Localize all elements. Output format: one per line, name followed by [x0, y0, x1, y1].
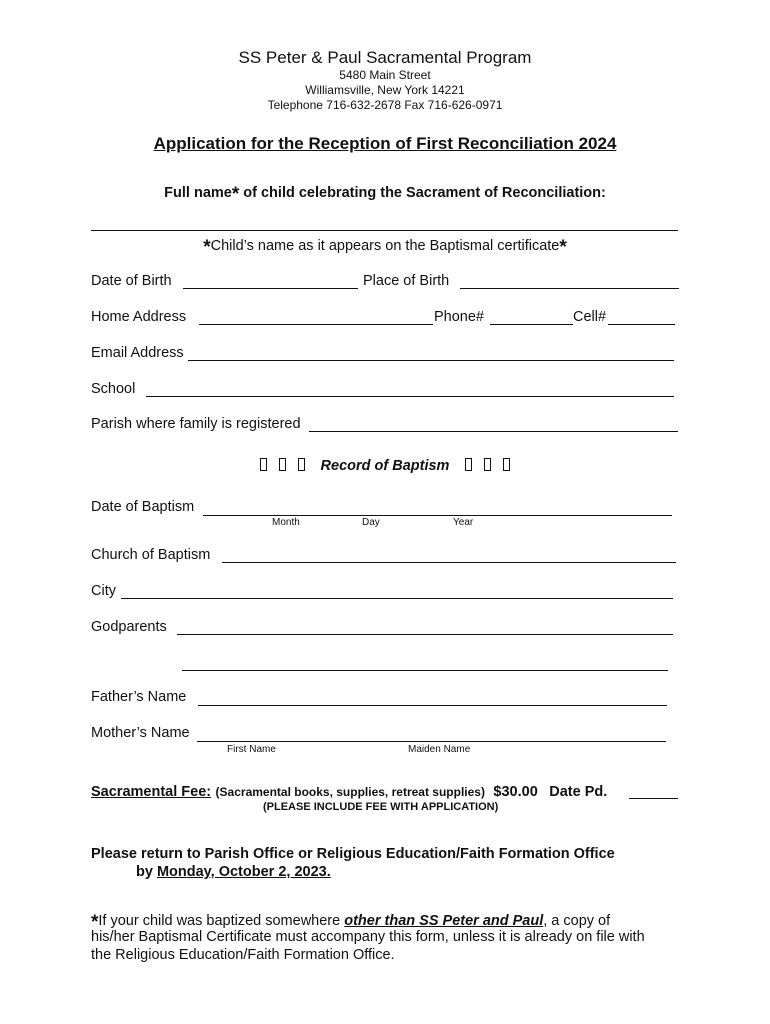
asterisk-icon: * [231, 184, 240, 205]
city-label: City [91, 583, 116, 599]
footnote-line3: the Religious Education/Faith Formation Office. [91, 947, 395, 963]
baptism-date-field[interactable] [203, 515, 672, 516]
org-address-line2: Williamsville, New York 14221 [305, 83, 465, 97]
phone-label: Phone# [434, 309, 484, 325]
missing-glyph-icon [465, 458, 472, 471]
mother-label: Mother’s Name [91, 725, 190, 741]
fee-row [91, 783, 607, 801]
father-label: Father’s Name [91, 689, 187, 705]
cell-label: Cell# [573, 309, 607, 325]
form-title: Application for the Reception of First Reconciliation 2024 [153, 134, 617, 153]
missing-glyph-icon [503, 458, 510, 471]
return-instructions: Please return to Parish Office or Religious Education/Faith Formation Office [91, 846, 615, 862]
home-address-label: Home Address [91, 309, 187, 325]
footnote-line2: his/her Baptismal Certificate must accompany this form, unless it is already on file with [91, 929, 645, 945]
city-field[interactable] [121, 598, 673, 599]
month-caption: Month [272, 517, 300, 528]
phone-field[interactable] [490, 324, 573, 325]
mother-field[interactable] [197, 741, 666, 742]
church-label: Church of Baptism [91, 547, 211, 563]
baptism-heading-text: Record of Baptism [320, 458, 450, 474]
email-label: Email Address [91, 345, 184, 361]
missing-glyph-icon [484, 458, 491, 471]
missing-glyph-icon [279, 458, 286, 471]
parish-label: Parish where family is registered [91, 416, 301, 432]
date-paid-label: Date Pd. [549, 784, 608, 800]
org-name: SS Peter & Paul Sacramental Program [238, 48, 532, 67]
father-field[interactable] [198, 705, 667, 706]
godparent-2-field[interactable] [182, 670, 668, 671]
org-address-line1: 5480 Main Street [339, 68, 431, 82]
footnote-part1: If your child was baptized somewhere [98, 913, 345, 929]
godparent-1-field[interactable] [177, 634, 673, 635]
school-label: School [91, 381, 136, 397]
dob-label: Date of Birth [91, 273, 172, 289]
dob-field[interactable] [183, 288, 358, 289]
pob-label: Place of Birth [363, 273, 450, 289]
maiden-name-caption: Maiden Name [408, 744, 471, 755]
pob-field[interactable] [460, 288, 679, 289]
footnote-line1 [91, 909, 610, 931]
day-caption: Day [362, 517, 380, 528]
school-field[interactable] [146, 396, 674, 397]
godparents-label: Godparents [91, 619, 167, 635]
year-caption: Year [453, 517, 474, 528]
baptism-date-label: Date of Baptism [91, 499, 195, 515]
fee-amount: $30.00 [493, 784, 538, 800]
asterisk-icon: * [203, 237, 211, 258]
email-field[interactable] [188, 360, 674, 361]
church-field[interactable] [222, 562, 676, 563]
asterisk-icon: * [559, 237, 567, 258]
footnote-emphasis: other than SS Peter and Paul [344, 913, 544, 929]
fee-note: (PLEASE INCLUDE FEE WITH APPLICATION) [263, 801, 499, 813]
fee-description: (Sacramental books, supplies, retreat supplies) [215, 785, 485, 799]
footnote-part2: , a copy of [543, 913, 611, 929]
return-deadline-row [136, 864, 331, 880]
first-name-caption: First Name [227, 744, 276, 755]
baptismal-name-note [0, 234, 770, 256]
full-name-suffix: of child celebrating the Sacrament of Reconciliation: [239, 185, 606, 201]
asterisk-icon: * [91, 912, 99, 933]
child-name-line[interactable] [91, 230, 678, 231]
cell-field[interactable] [608, 324, 675, 325]
return-deadline: Monday, October 2, 2023. [156, 864, 331, 880]
baptismal-name-note-text: Child’s name as it appears on the Baptismal certificate [210, 238, 560, 254]
org-phone: Telephone 716-632-2678 Fax 716-626-0971 [267, 98, 503, 112]
missing-glyph-icon [298, 458, 305, 471]
date-paid-field[interactable] [629, 798, 678, 799]
missing-glyph-icon [260, 458, 267, 471]
full-name-prefix: Full name [164, 185, 232, 201]
parish-field[interactable] [309, 431, 678, 432]
fee-label: Sacramental Fee: [91, 784, 212, 800]
full-name-prompt [0, 181, 770, 203]
return-by: by [136, 864, 157, 880]
home-address-field[interactable] [199, 324, 433, 325]
baptism-heading [0, 458, 770, 474]
